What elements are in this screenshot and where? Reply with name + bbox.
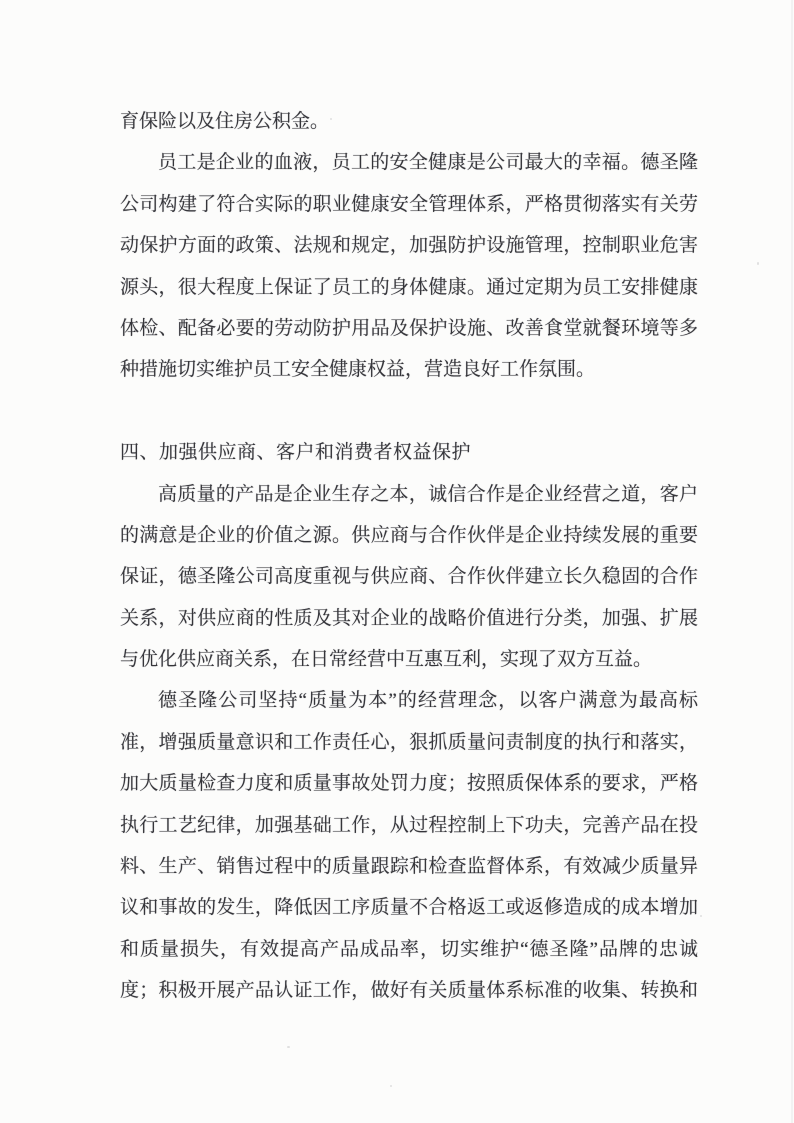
text-line: 员工是企业的血液，员工的安全健康是公司最大的幸福。德圣隆	[158, 152, 698, 174]
text-line: 育保险以及住房公积金。	[120, 111, 330, 132]
text-line: 保证，德圣隆公司高度重视与供应商、合作伙伴建立长久稳固的合作	[120, 566, 698, 588]
text-line: 德圣隆公司坚持“质量为本”的经营理念，以客户满意为最高标	[158, 690, 698, 712]
text-line: 加大质量检查力度和质量事故处罚力度；按照质保体系的要求，严格	[120, 773, 698, 795]
text-line: 种措施切实维护员工安全健康权益，营造良好工作氛围。	[120, 359, 596, 381]
text-line: 执行工艺纪律，加强基础工作，从过程控制上下功夫，完善产品在投	[120, 814, 698, 836]
scan-speck	[700, 915, 702, 917]
text-line: 与优化供应商关系，在日常经营中互惠互利，实现了双方互益。	[120, 649, 653, 671]
text-line: 料、生产、销售过程中的质量跟踪和检查监督体系，有效减少质量异	[120, 856, 698, 878]
text-line: 源头，很大程度上保证了员工的身体健康。通过定期为员工安排健康	[120, 276, 698, 298]
section-heading: 四、加强供应商、客户和消费者权益保护	[120, 442, 472, 464]
text-line: 和质量损失，有效提高产品成品率，切实维护“德圣隆”品牌的忠诚	[120, 938, 698, 960]
page-edge-shadow	[791, 0, 793, 1123]
text-line: 高质量的产品是企业生存之本，诚信合作是企业经营之道，客户	[158, 483, 698, 505]
document-body	[120, 101, 698, 1012]
text-line: 度；积极开展产品认证工作，做好有关质量体系标准的收集、转换和	[120, 980, 698, 1002]
text-line: 体检、配备必要的劳动防护用品及保护设施、改善食堂就餐环境等多	[120, 317, 698, 339]
text-line: 动保护方面的政策、法规和规定，加强防护设施管理，控制职业危害	[120, 235, 698, 257]
text-line: 公司构建了符合实际的职业健康安全管理体系，严格贯彻落实有关劳	[120, 193, 698, 215]
scan-speck	[757, 262, 759, 265]
text-line: 议和事故的发生，降低因工序质量不合格返工或返修造成的成本增加	[120, 897, 698, 919]
scan-speck	[390, 1085, 392, 1087]
text-line: 关系，对供应商的性质及其对企业的战略价值进行分类，加强、扩展	[120, 607, 698, 629]
blank-line	[120, 391, 698, 432]
scan-speck	[287, 1046, 290, 1048]
text-line: 的满意是企业的价值之源。供应商与合作伙伴是企业持续发展的重要	[120, 524, 698, 546]
text-line: 准，增强质量意识和工作责任心，狠抓质量问责制度的执行和落实，	[120, 731, 698, 753]
